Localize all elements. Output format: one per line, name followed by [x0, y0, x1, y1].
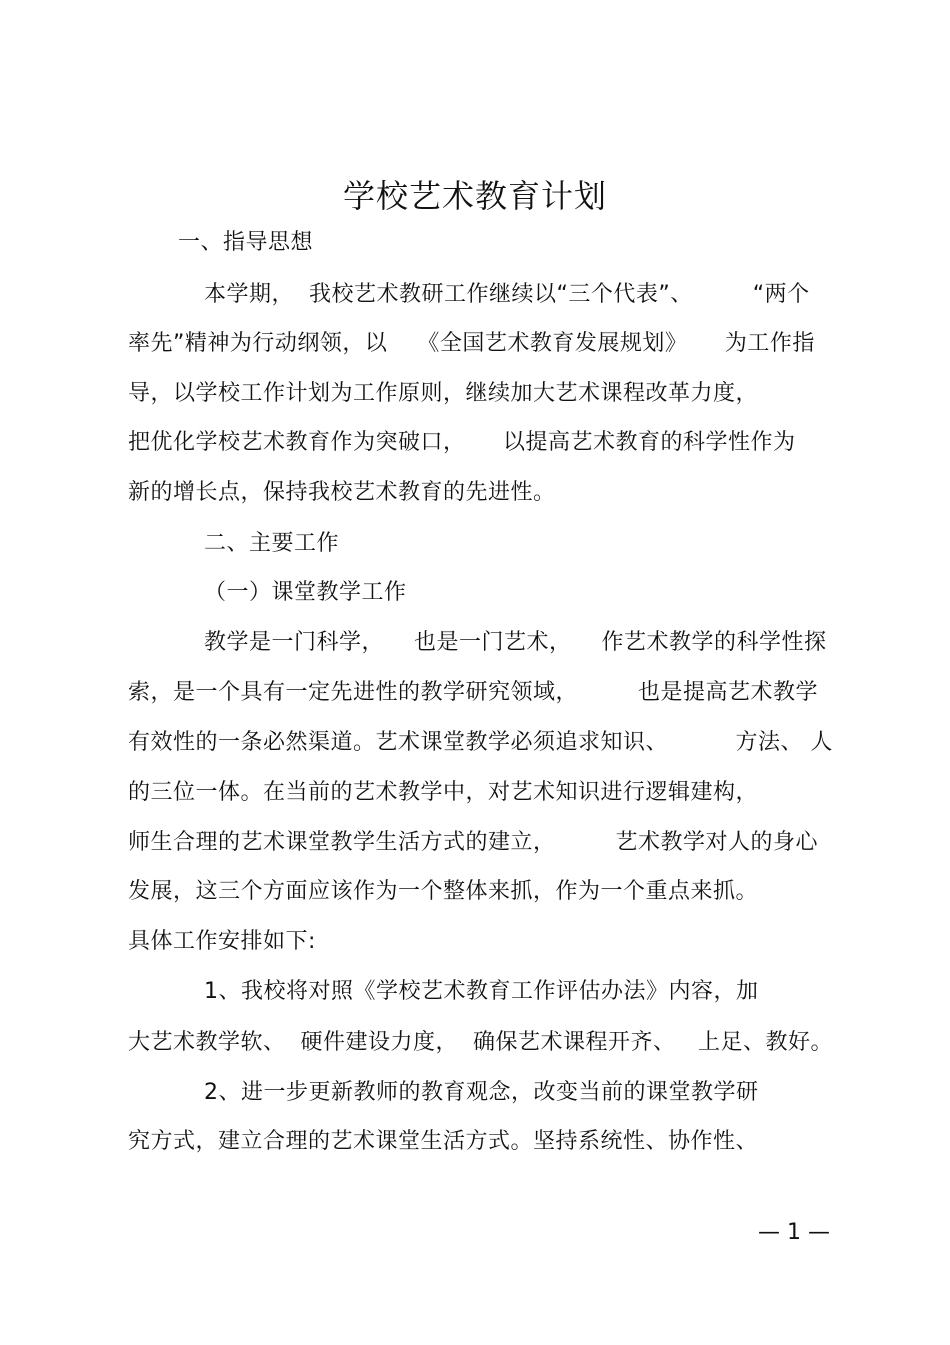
body-line: 率先”精神为行动纲领，以 《全国艺术教育发展规划》 为工作指 — [128, 331, 815, 356]
body-line: 教学是一门科学， 也是一门艺术， 作艺术教学的科学性探 — [204, 630, 827, 655]
list-item-1: 1、我校将对照《学校艺术教育工作评估办法》内容，加 — [204, 979, 759, 1004]
document-title: 学校艺术教育计划 — [342, 177, 607, 215]
body-line: 本学期， 我校艺术教研工作继续以“三个代表”、 “两个 — [204, 282, 810, 307]
subheading-classroom-teaching: （一）课堂教学工作 — [204, 580, 407, 605]
list-item-2-continued: 究方式，建立合理的艺术课堂生活方式。坚持系统性、协作性、 — [128, 1129, 759, 1154]
body-line: 师生合理的艺术课堂教学生活方式的建立， 艺术教学对人的身心 — [128, 830, 818, 855]
page-number: — 1 — — [758, 1220, 830, 1245]
body-line: 有效性的一条必然渠道。艺术课堂教学必须追求知识、 方法、 人 — [128, 730, 833, 755]
body-line: 发展，这三个方面应该作为一个整体来抓，作为一个重点来抓。 — [128, 879, 759, 904]
body-line: 的三位一体。在当前的艺术教学中，对艺术知识进行逻辑建构， — [128, 780, 759, 805]
body-line: 把优化学校艺术教育作为突破口， 以提高艺术教育的科学性作为 — [128, 430, 796, 455]
heading-guiding-thought: 一、指导思想 — [178, 230, 314, 255]
body-line: 具体工作安排如下: — [128, 929, 316, 954]
list-item-1-continued: 大艺术教学软、 硬件建设力度， 确保艺术课程开齐、 上足、教好。 — [128, 1030, 833, 1055]
heading-main-work: 二、主要工作 — [204, 531, 340, 556]
list-item-2: 2、进一步更新教师的教育观念，改变当前的课堂教学研 — [204, 1080, 759, 1105]
body-line: 导，以学校工作计划为工作原则，继续加大艺术课程改革力度， — [128, 381, 759, 406]
body-line: 索，是一个具有一定先进性的教学研究领域， 也是提高艺术教学 — [128, 680, 818, 705]
body-line: 新的增长点，保持我校艺术教育的先进性。 — [128, 480, 556, 505]
